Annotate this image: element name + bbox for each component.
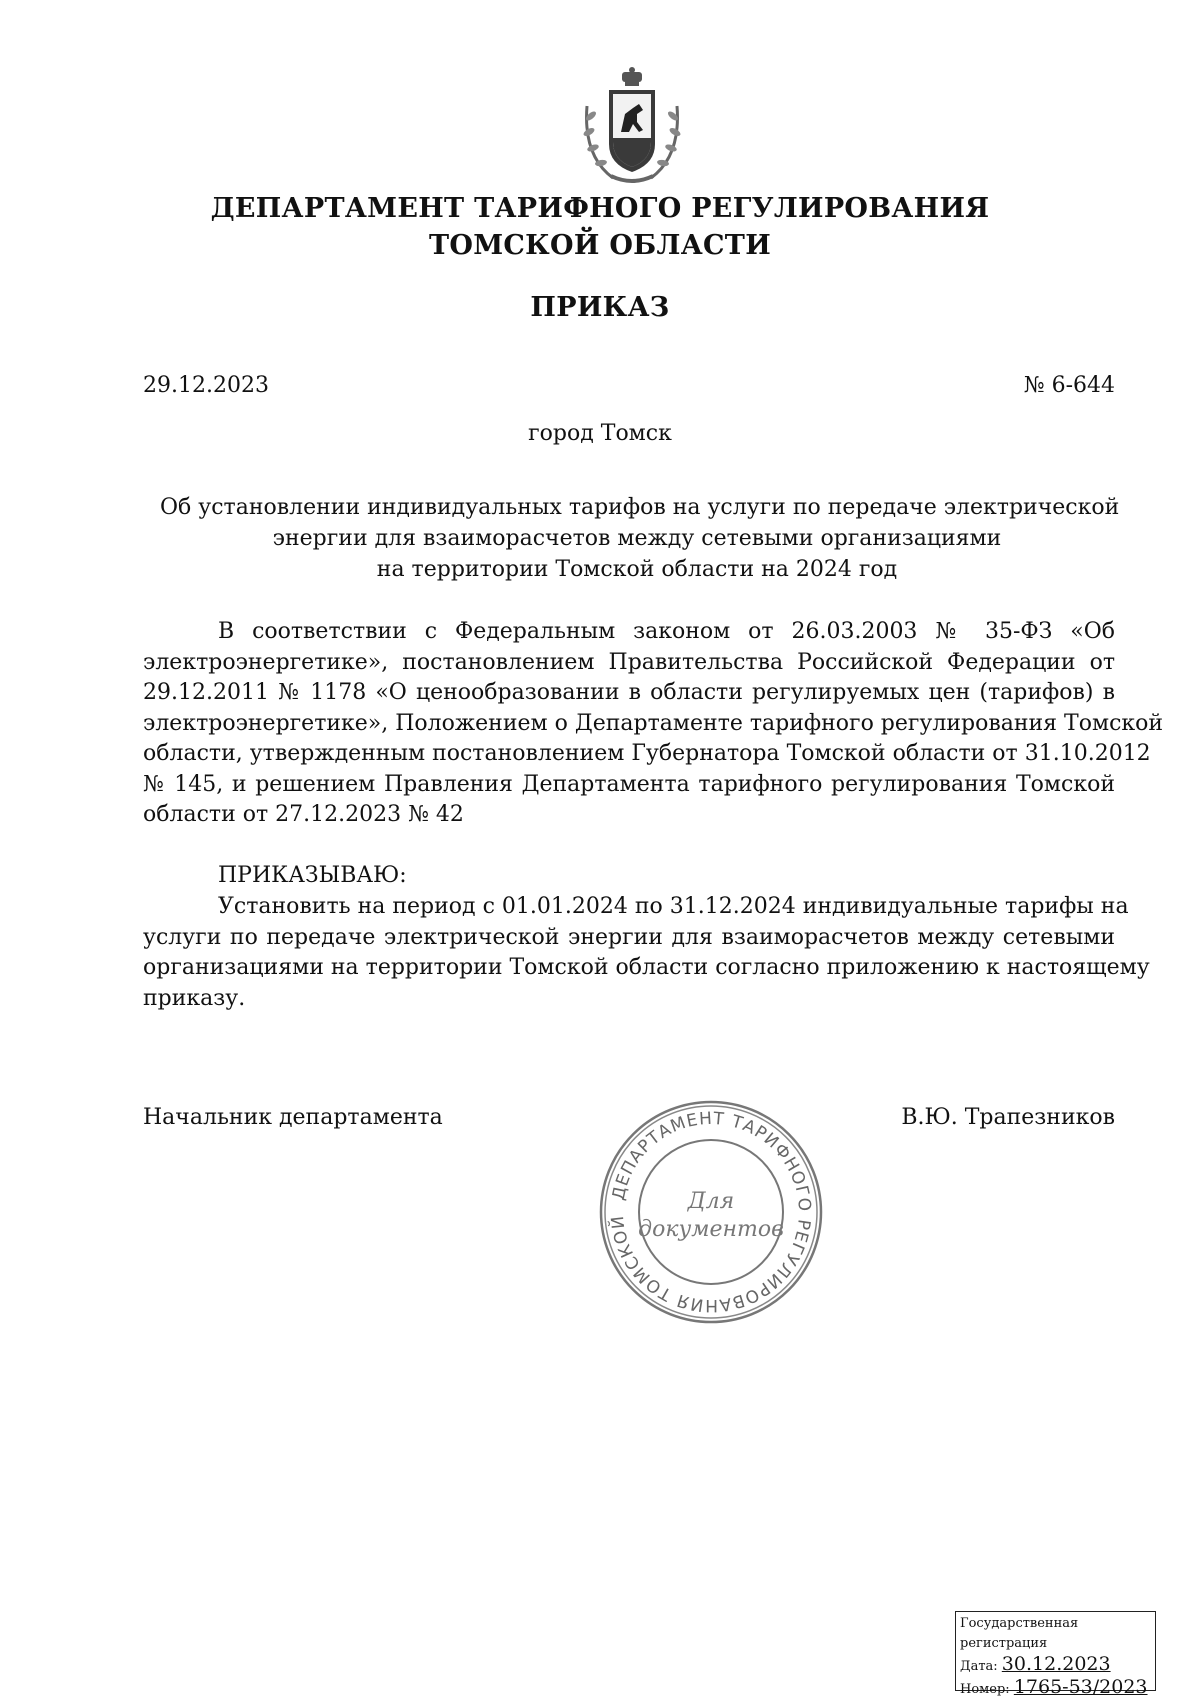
- order-line: организациями на территории Томской области согласно приложению к настоящему: [143, 955, 1150, 980]
- svg-text:Для: Для: [687, 1189, 735, 1214]
- registration-label: Государственная регистрация: [960, 1616, 1079, 1651]
- document-date: 29.12.2023: [143, 373, 269, 398]
- registration-number-label: Номер:: [960, 1682, 1010, 1697]
- preamble-line: области, утвержденным постановлением Губернатора Томской области от 31.10.2012: [143, 741, 1151, 766]
- registration-date-value: 30.12.2023: [1001, 1653, 1111, 1675]
- document-type: ПРИКАЗ: [530, 292, 670, 323]
- preamble-line: области от 27.12.2023 № 42: [143, 802, 464, 827]
- order-line: приказу.: [143, 985, 246, 1011]
- preamble-line: № 145, и решением Правления Департамента тарифного регулирования Томской: [143, 771, 1115, 797]
- svg-text:документов: документов: [638, 1217, 784, 1242]
- document-title: [160, 492, 1120, 585]
- preamble-line: В соответствии с Федеральным законом от 26.03.2003 № 35-ФЗ «Об: [218, 619, 1115, 644]
- preamble-line: 29.12.2011 № 1178 «О ценообразовании в области регулируемых цен (тарифов) в: [143, 680, 1115, 705]
- coat-of-arms-icon: [573, 66, 691, 188]
- official-seal: [597, 1098, 825, 1326]
- order-paragraph: [143, 892, 1150, 1014]
- signer-name: В.Ю. Трапезников: [901, 1105, 1115, 1130]
- preamble-line: электроэнергетике», Положением о Департаменте тарифного регулирования Томской: [143, 710, 1164, 736]
- title-line: энергии для взаиморасчетов между сетевыми организациями: [272, 526, 1002, 551]
- order-line: услуги по передаче электрической энергии для взаиморасчетов между сетевыми: [143, 924, 1115, 950]
- registration-stamp: [955, 1611, 1156, 1698]
- document-number: № 6-644: [1023, 373, 1115, 398]
- svg-text:ДЕПАРТАМЕНТ ТАРИФНОГО РЕГУЛИРО: ДЕПАРТАМЕНТ ТАРИФНОГО РЕГУЛИРОВАНИЯ ТОМСКОЙ: [607, 1108, 815, 1316]
- registration-number-value: 1765-53/2023: [1013, 1676, 1148, 1698]
- registration-date-row: [960, 1654, 1151, 1677]
- order-keyword: ПРИКАЗЫВАЮ:: [218, 863, 407, 888]
- title-line: Об установлении индивидуальных тарифов на услуги по передаче электрической: [160, 495, 1120, 520]
- registration-number-row: [960, 1677, 1151, 1700]
- signer-position: Начальник департамента: [143, 1105, 443, 1130]
- order-line: Установить на период с 01.01.2024 по 31.12.2024 индивидуальные тарифы на: [218, 894, 1129, 919]
- document-city: город Томск: [528, 421, 672, 446]
- org-name-line-1: ДЕПАРТАМЕНТ ТАРИФНОГО РЕГУЛИРОВАНИЯ: [210, 193, 990, 224]
- preamble-line: электроэнергетике», постановлением Правительства Российской Федерации от: [143, 649, 1115, 675]
- preamble-paragraph: [143, 617, 1164, 831]
- org-name-line-2: ТОМСКОЙ ОБЛАСТИ: [428, 230, 772, 261]
- registration-date-label: Дата:: [960, 1659, 998, 1674]
- title-line: на территории Томской области на 2024 год: [376, 557, 898, 582]
